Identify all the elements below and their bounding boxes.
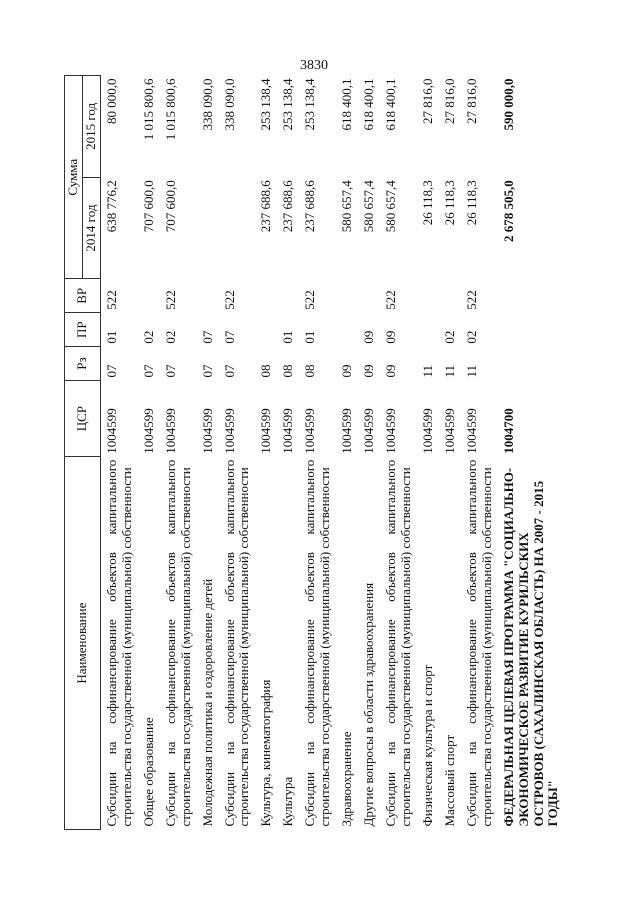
row-2014: 237 688,6 — [258, 180, 274, 233]
row-2014: 580 657,4 — [339, 180, 355, 233]
row-rz: 07 — [162, 364, 178, 378]
budget-table — [64, 75, 564, 830]
row-2014: 580 657,4 — [383, 180, 398, 233]
row-2015: 253 138,4 — [280, 78, 296, 131]
row-2015: 618 400,1 — [383, 78, 398, 131]
row-pr: 01 — [302, 330, 318, 344]
row-vr — [336, 279, 358, 313]
row-pr: 02 — [162, 330, 178, 344]
table-row — [219, 76, 256, 830]
row-2015: 253 138,4 — [302, 78, 318, 131]
row-rz: 11 — [463, 364, 479, 378]
total-name: ФЕДЕРАЛЬНАЯ ЦЕЛЕВАЯ ПРОГРАММА "СОЦИАЛЬНО-ЭКОНОМИЧЕСКОЕ РАЗВИТИЕ КУРИЛЬСКИХ ОСТРОВОВ (САХАЛИНСКАЯ ОБЛАСТЬ) НА 2007 - 2015 ГОДЫ" — [500, 467, 561, 827]
row-vr: 522 — [221, 290, 237, 310]
row-rz: 09 — [339, 364, 355, 378]
row-vr: 522 — [383, 290, 398, 310]
total-pr — [498, 313, 565, 347]
row-name: Другие вопросы в области здравоохранения — [361, 582, 377, 827]
row-2014: 638 776,2 — [103, 180, 119, 233]
table-row — [197, 76, 219, 830]
table-row — [160, 76, 197, 830]
total-csr: 1004700 — [500, 408, 516, 454]
row-csr: 1004599 — [140, 408, 156, 454]
row-pr: 01 — [103, 330, 119, 344]
row-2015: 618 400,1 — [339, 78, 355, 131]
row-csr: 1004599 — [103, 408, 119, 454]
row-2015: 27 816,0 — [419, 78, 435, 124]
header-2014: 2014 год — [82, 177, 100, 279]
page-number: 3830 — [300, 58, 328, 73]
row-name: Молодежная политика и оздоровление детей — [199, 578, 215, 827]
row-2015: 338 090,0 — [199, 78, 215, 131]
row-rz: 07 — [221, 364, 237, 378]
row-name: Субсидии на софинансирование объектов капитального строительства государственной (муниципальной) собственности — [162, 459, 193, 827]
row-pr: 01 — [280, 330, 296, 344]
row-2015: 338 090,0 — [221, 78, 237, 131]
row-name: Субсидии на софинансирование объектов капитального строительства государственной (муниципальной) собственности — [383, 459, 413, 827]
row-csr: 1004599 — [383, 408, 398, 454]
total-vr — [498, 279, 565, 313]
total-2014: 2 678 505,0 — [500, 180, 516, 242]
row-vr — [358, 279, 380, 313]
row-2014: 26 118,3 — [419, 180, 435, 226]
row-2014: 26 118,3 — [463, 180, 479, 226]
row-2015: 618 400,1 — [361, 78, 377, 131]
row-name: Культура, кинематография — [258, 679, 274, 827]
table-row — [439, 76, 461, 830]
row-rz: 08 — [302, 364, 318, 378]
table-row — [255, 76, 277, 830]
row-vr — [439, 279, 461, 313]
row-2015: 27 816,0 — [463, 78, 479, 124]
row-csr: 1004599 — [339, 408, 355, 454]
row-2015: 1 015 800,6 — [162, 78, 178, 141]
row-rz: 11 — [419, 364, 435, 378]
row-name: Культура — [280, 776, 296, 827]
table-row — [100, 76, 137, 830]
table-row — [299, 76, 336, 830]
row-rz: 09 — [383, 364, 398, 378]
row-vr: 522 — [302, 290, 318, 310]
row-name: Субсидии на софинансирование объектов капитального строительства государственной (муниципальной) собственности — [103, 459, 134, 827]
total-rz — [498, 347, 565, 381]
header-rz: Рз — [65, 347, 101, 381]
row-pr: 02 — [463, 330, 479, 344]
row-csr: 1004599 — [463, 408, 479, 454]
row-name: Субсидии на софинансирование объектов капитального строительства государственной (муниципальной) собственности — [302, 459, 333, 827]
row-2015: 1 015 800,6 — [140, 78, 156, 141]
row-vr: 522 — [162, 290, 178, 310]
row-2014: 580 657,4 — [361, 180, 377, 233]
row-pr: 09 — [361, 330, 377, 344]
row-pr: 07 — [199, 330, 215, 344]
row-rz: 07 — [103, 364, 119, 378]
row-rz: 08 — [280, 364, 296, 378]
row-csr: 1004599 — [419, 408, 435, 454]
row-rz: 07 — [140, 364, 156, 378]
row-rz: 08 — [258, 364, 274, 378]
header-vr: ВР — [65, 279, 101, 313]
row-2014: 237 688,6 — [302, 180, 318, 233]
row-vr — [255, 279, 277, 313]
row-pr — [417, 313, 439, 347]
total-row — [498, 76, 565, 830]
table-row — [138, 76, 160, 830]
row-pr — [255, 313, 277, 347]
row-2014: 237 688,6 — [280, 180, 296, 233]
table-row — [417, 76, 439, 830]
table-row — [358, 76, 380, 830]
row-2015: 27 816,0 — [441, 78, 457, 124]
row-vr — [417, 279, 439, 313]
row-csr: 1004599 — [258, 408, 274, 454]
row-csr: 1004599 — [199, 408, 215, 454]
row-name: Физическая культура и спорт — [419, 664, 435, 827]
header-pr: ПР — [65, 313, 101, 347]
row-rz: 11 — [441, 364, 457, 378]
row-csr: 1004599 — [361, 408, 377, 454]
rotated-budget-table — [64, 75, 579, 830]
total-2015: 590 000,0 — [500, 78, 516, 131]
row-pr: 02 — [441, 330, 457, 344]
row-2014: 707 600,0 — [140, 180, 156, 233]
row-pr: 09 — [383, 330, 398, 344]
row-2014: 26 118,3 — [441, 180, 457, 226]
row-csr: 1004599 — [441, 408, 457, 454]
header-name: Наименование — [65, 457, 101, 830]
row-2014 — [197, 177, 219, 279]
row-2015: 253 138,4 — [258, 78, 274, 131]
table-row — [277, 76, 299, 830]
row-pr: 02 — [140, 330, 156, 344]
row-vr: 522 — [103, 290, 119, 310]
header-sum: Сумма — [65, 76, 83, 279]
row-csr: 1004599 — [302, 408, 318, 454]
row-rz: 09 — [361, 364, 377, 378]
row-vr — [277, 279, 299, 313]
row-vr: 522 — [463, 290, 479, 310]
row-csr: 1004599 — [162, 408, 178, 454]
row-vr — [197, 279, 219, 313]
table-row — [380, 76, 417, 830]
table-row — [461, 76, 498, 830]
header-csr: ЦСР — [65, 381, 101, 457]
row-rz: 07 — [199, 364, 215, 378]
header-2015: 2015 год — [82, 76, 100, 178]
row-2014: 707 600,0 — [162, 180, 178, 233]
row-name: Общее образование — [140, 717, 156, 827]
row-pr — [336, 313, 358, 347]
row-csr: 1004599 — [221, 408, 237, 454]
row-name: Здравоохранение — [339, 731, 355, 827]
row-name: Массовый спорт — [441, 734, 457, 827]
row-name: Субсидии на софинансирование объектов капитального строительства государственной (муниципальной) собственности — [463, 459, 494, 827]
row-vr — [138, 279, 160, 313]
row-2014 — [219, 177, 256, 279]
row-name: Субсидии на софинансирование объектов капитального строительства государственной (муниципальной) собственности — [221, 459, 252, 827]
table-row — [336, 76, 358, 830]
row-pr: 07 — [221, 330, 237, 344]
row-2015: 80 000,0 — [103, 78, 119, 124]
row-csr: 1004599 — [280, 408, 296, 454]
